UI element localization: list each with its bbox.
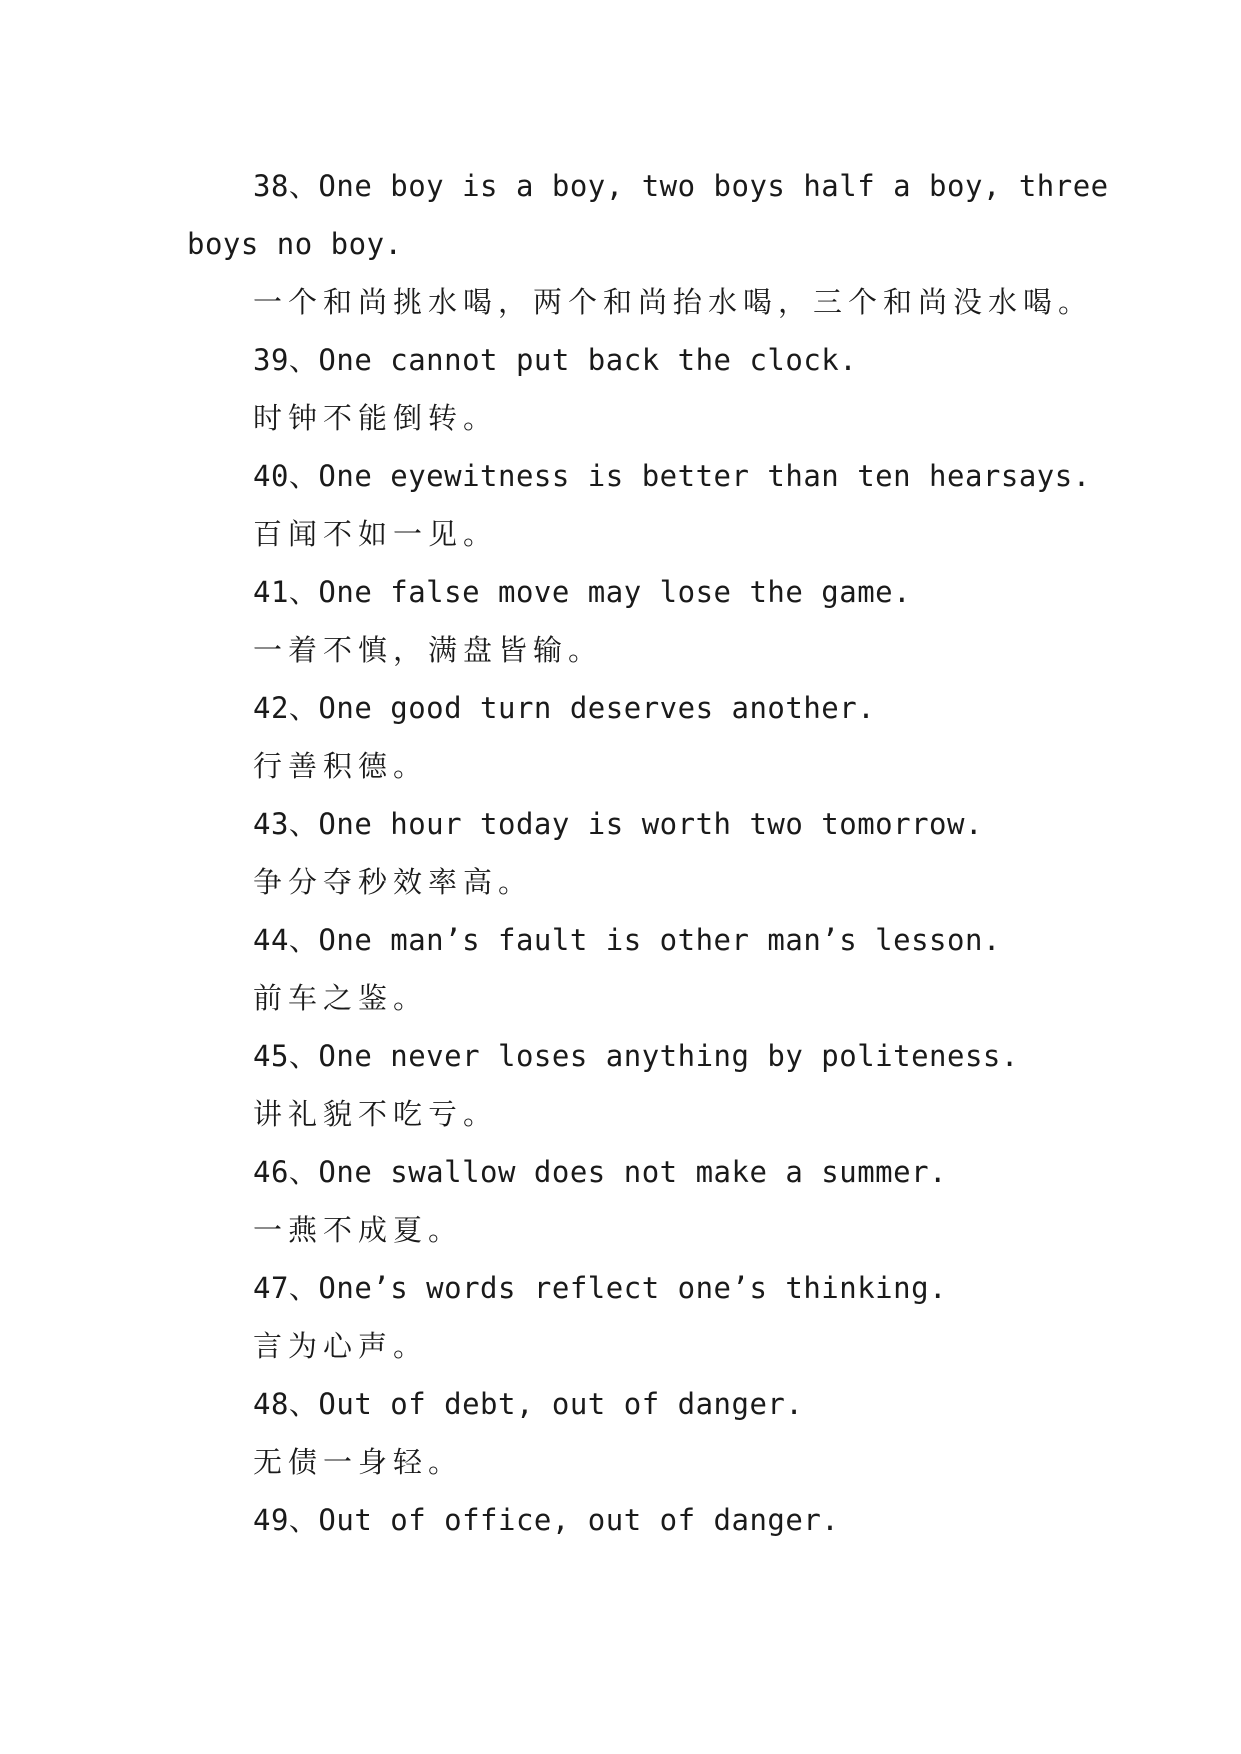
proverb-38-english: 38、One boy is a boy, two boys half a boy, three	[253, 169, 1109, 203]
proverb-38-chinese: 一个和尚挑水喝，两个和尚抬水喝，三个和尚没水喝。	[253, 285, 1094, 319]
proverb-38-english-continued: boys no boy.	[187, 227, 403, 261]
proverb-41-chinese: 一着不慎，满盘皆输。	[253, 633, 604, 667]
proverb-41-english: 41、One false move may lose the game.	[253, 575, 912, 609]
proverb-39-english: 39、One cannot put back the clock.	[253, 343, 858, 377]
proverb-44-english: 44、One man’s fault is other man’s lesson.	[253, 923, 1001, 957]
proverb-48-english: 48、Out of debt, out of danger.	[253, 1387, 804, 1421]
proverb-43-english: 43、One hour today is worth two tomorrow.	[253, 807, 983, 841]
proverb-46-chinese: 一燕不成夏。	[253, 1213, 464, 1247]
proverb-42-english: 42、One good turn deserves another.	[253, 691, 876, 725]
proverb-46-english: 46、One swallow does not make a summer.	[253, 1155, 948, 1189]
proverb-42-chinese: 行善积德。	[253, 749, 429, 783]
proverb-45-chinese: 讲礼貌不吃亏。	[253, 1097, 499, 1131]
proverb-45-english: 45、One never loses anything by politeness.	[253, 1039, 1019, 1073]
proverb-39-chinese: 时钟不能倒转。	[253, 401, 499, 435]
proverb-43-chinese: 争分夺秒效率高。	[253, 865, 534, 899]
proverb-44-chinese: 前车之鉴。	[253, 981, 429, 1015]
proverb-40-english: 40、One eyewitness is better than ten hearsays.	[253, 459, 1091, 493]
proverb-49-english: 49、Out of office, out of danger.	[253, 1503, 840, 1537]
proverb-40-chinese: 百闻不如一见。	[253, 517, 499, 551]
proverb-48-chinese: 无债一身轻。	[253, 1445, 464, 1479]
proverb-47-english: 47、One’s words reflect one’s thinking.	[253, 1271, 948, 1305]
proverb-47-chinese: 言为心声。	[253, 1329, 429, 1363]
